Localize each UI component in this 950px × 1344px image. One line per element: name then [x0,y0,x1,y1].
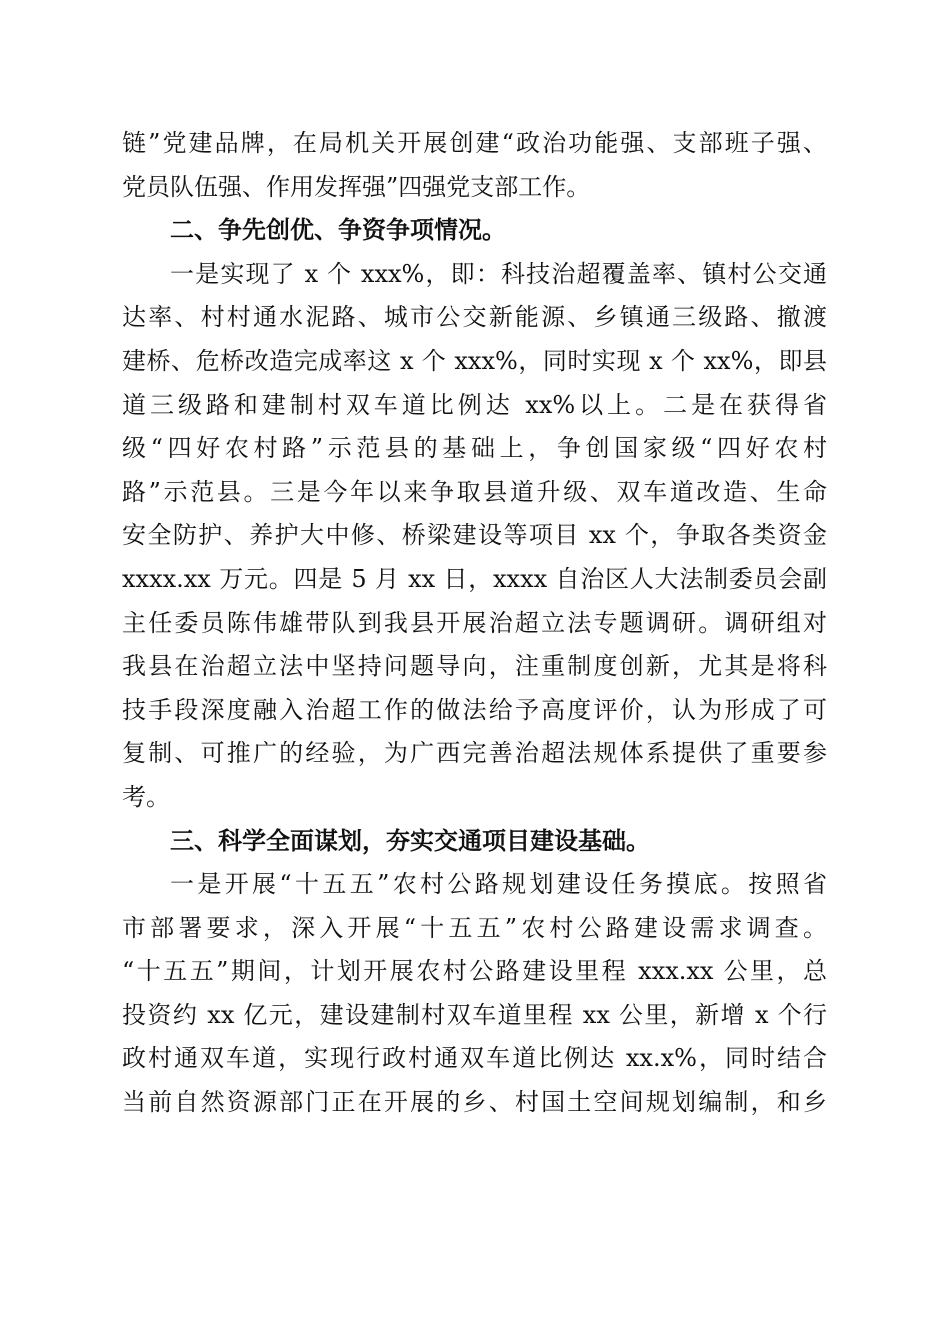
paragraph-line: 主任委员陈伟雄带队到我县开展治超立法专题调研。调研组对 [122,608,827,637]
section-heading-2: 二、争先创优、争资争项情况。 [170,216,506,245]
paragraph-line: 建桥、危桥改造完成率这 x 个 xxx%，同时实现 x 个 xx%，即县 [122,346,827,375]
paragraph-line: 党员队伍强、作用发挥强”四强党支部工作。 [122,172,591,201]
document-body [122,122,827,1125]
paragraph-line: 道三级路和建制村双车道比例达 xx%以上。二是在获得省 [122,390,827,419]
paragraph-line: 政村通双车道，实现行政村通双车道比例达 xx.x%，同时结合 [122,1044,827,1073]
paragraph-line: 我县在治超立法中坚持问题导向，注重制度创新，尤其是将科 [122,652,827,681]
paragraph-line: 级“四好农村路”示范县的基础上，争创国家级“四好农村 [122,434,827,463]
paragraph-line: “十五五”期间，计划开展农村公路建设里程 xxx.xx 公里，总 [122,957,827,986]
paragraph-line: 达率、村村通水泥路、城市公交新能源、乡镇通三级路、撤渡 [122,303,827,332]
section-heading-3: 三、科学全面谋划，夯实交通项目建设基础。 [170,826,650,855]
paragraph-line: 路”示范县。三是今年以来争取县道升级、双车道改造、生命 [122,477,827,506]
paragraph-line: 技手段深度融入治超工作的做法给予高度评价，认为形成了可 [122,695,827,724]
paragraph-line: 一是开展“十五五”农村公路规划建设任务摸底。按照省 [170,870,827,899]
paragraph-line: 一是实现了 x 个 xxx%，即：科技治超覆盖率、镇村公交通 [170,259,827,288]
paragraph-line: 当前自然资源部门正在开展的乡、村国土空间规划编制，和乡 [122,1088,827,1117]
paragraph-line: 投资约 xx 亿元，建设建制村双车道里程 xx 公里，新增 x 个行 [122,1000,827,1029]
paragraph-line: 安全防护、养护大中修、桥梁建设等项目 xx 个，争取各类资金 [122,521,827,550]
paragraph-line: 市部署要求，深入开展“十五五”农村公路建设需求调查。 [122,913,827,942]
paragraph-line: 考。 [122,782,170,811]
paragraph-line: xxxx.xx 万元。四是 5 月 xx 日，xxxx 自治区人大法制委员会副 [122,564,827,593]
paragraph-line: 链”党建品牌，在局机关开展创建“政治功能强、支部班子强、 [122,129,827,157]
paragraph-line: 复制、可推广的经验，为广西完善治超法规体系提供了重要参 [122,739,827,768]
